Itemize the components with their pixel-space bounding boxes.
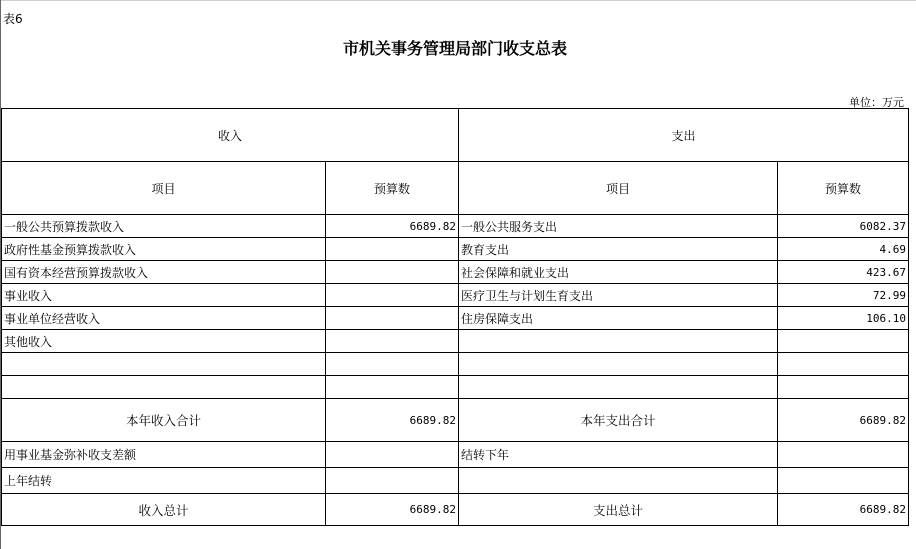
expense-item-cell: 一般公共服务支出 — [459, 215, 778, 238]
expense-value-cell — [778, 330, 909, 353]
income-item-cell: 用事业基金弥补收支差额 — [2, 442, 326, 468]
table-row — [2, 215, 909, 238]
year-total-row — [2, 399, 909, 442]
income-value-cell — [326, 238, 459, 261]
expense-item-cell: 住房保障支出 — [459, 307, 778, 330]
table-row — [2, 442, 909, 468]
table-row — [2, 238, 909, 261]
expense-value-cell: 423.67 — [778, 261, 909, 284]
table-row — [2, 468, 909, 494]
sheet-top-edge — [0, 0, 916, 1]
income-item-cell: 政府性基金预算拨款收入 — [2, 238, 326, 261]
expense-value-cell — [778, 353, 909, 376]
income-grand-total-value: 6689.82 — [326, 494, 459, 526]
expense-value-cell — [778, 442, 909, 468]
section-header-row — [2, 109, 909, 162]
income-value-cell — [326, 468, 459, 494]
expense-value-cell — [778, 468, 909, 494]
income-section-header: 收入 — [2, 109, 459, 162]
year-income-total-label: 本年收入合计 — [2, 399, 326, 442]
income-item-cell: 其他收入 — [2, 330, 326, 353]
income-value-cell — [326, 284, 459, 307]
income-value-cell: 6689.82 — [326, 215, 459, 238]
income-value-cell — [326, 442, 459, 468]
income-grand-total-label: 收入总计 — [2, 494, 326, 526]
income-item-cell: 一般公共预算拨款收入 — [2, 215, 326, 238]
table-row — [2, 330, 909, 353]
expense-item-cell: 教育支出 — [459, 238, 778, 261]
year-expense-total-label: 本年支出合计 — [459, 399, 778, 442]
expense-value-cell: 6082.37 — [778, 215, 909, 238]
grand-total-row — [2, 494, 909, 526]
expense-item-cell — [459, 353, 778, 376]
expense-value-cell: 106.10 — [778, 307, 909, 330]
year-income-total-value: 6689.82 — [326, 399, 459, 442]
expense-item-cell: 医疗卫生与计划生育支出 — [459, 284, 778, 307]
table-row — [2, 307, 909, 330]
income-value-cell — [326, 376, 459, 399]
income-item-cell: 事业收入 — [2, 284, 326, 307]
income-value-cell — [326, 261, 459, 284]
expense-item-header: 项目 — [459, 162, 778, 215]
expense-grand-total-label: 支出总计 — [459, 494, 778, 526]
income-item-cell — [2, 376, 326, 399]
sheet-label: 表6 — [3, 12, 23, 26]
income-item-cell: 上年结转 — [2, 468, 326, 494]
expense-value-cell: 72.99 — [778, 284, 909, 307]
income-value-cell — [326, 307, 459, 330]
table-row — [2, 376, 909, 399]
budget-summary-table — [1, 108, 909, 526]
income-item-cell — [2, 353, 326, 376]
column-header-row — [2, 162, 909, 215]
expense-item-cell — [459, 376, 778, 399]
expense-grand-total-value: 6689.82 — [778, 494, 909, 526]
income-item-cell: 国有资本经营预算拨款收入 — [2, 261, 326, 284]
income-value-cell — [326, 330, 459, 353]
expense-item-cell — [459, 468, 778, 494]
table-row — [2, 284, 909, 307]
unit-note: 单位：万元 — [849, 96, 904, 109]
expense-value-cell — [778, 376, 909, 399]
expense-item-cell: 结转下年 — [459, 442, 778, 468]
expense-section-header: 支出 — [459, 109, 909, 162]
expense-item-cell — [459, 330, 778, 353]
table-row — [2, 261, 909, 284]
income-budget-header: 预算数 — [326, 162, 459, 215]
page-title: 市机关事务管理局部门收支总表 — [342, 39, 567, 58]
expense-item-cell: 社会保障和就业支出 — [459, 261, 778, 284]
income-item-cell: 事业单位经营收入 — [2, 307, 326, 330]
year-expense-total-value: 6689.82 — [778, 399, 909, 442]
table-row — [2, 353, 909, 376]
income-value-cell — [326, 353, 459, 376]
expense-value-cell: 4.69 — [778, 238, 909, 261]
income-item-header: 项目 — [2, 162, 326, 215]
expense-budget-header: 预算数 — [778, 162, 909, 215]
